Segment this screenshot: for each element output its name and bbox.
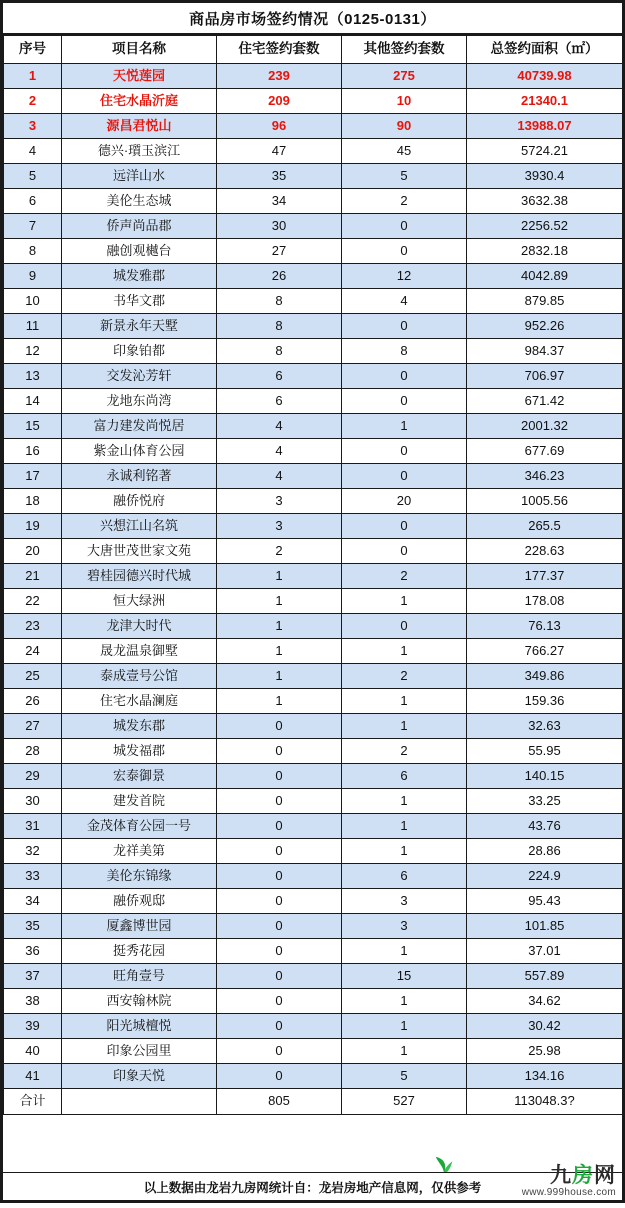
table-row (4, 589, 623, 614)
cell-residential-count: 0 (217, 914, 342, 939)
cell-residential-count: 1 (217, 689, 342, 714)
cell-index: 26 (4, 689, 62, 714)
table-header-row (4, 36, 623, 64)
cell-project-name: 宏泰御景 (62, 764, 217, 789)
cell-residential-count: 0 (217, 939, 342, 964)
table-row (4, 389, 623, 414)
cell-project-name: 厦鑫博世园 (62, 914, 217, 939)
table-row (4, 614, 623, 639)
cell-project-name: 印象公园里 (62, 1039, 217, 1064)
cell-total-area: 33.25 (467, 789, 623, 814)
cell-other-count: 2 (342, 739, 467, 764)
table-row (4, 289, 623, 314)
cell-project-name: 住宅水晶沂庭 (62, 89, 217, 114)
table-row (4, 339, 623, 364)
table-row (4, 939, 623, 964)
cell-residential-count: 3 (217, 489, 342, 514)
table-row (4, 414, 623, 439)
cell-total-area: 984.37 (467, 339, 623, 364)
cell-index: 3 (4, 114, 62, 139)
contract-table (3, 35, 622, 1115)
cell-project-name: 天悦莲园 (62, 64, 217, 89)
cell-index: 41 (4, 1064, 62, 1089)
page-title: 商品房市场签约情况（0125-0131） (189, 10, 436, 28)
cell-residential-count: 30 (217, 214, 342, 239)
cell-other-count: 3 (342, 889, 467, 914)
cell-residential-count: 34 (217, 189, 342, 214)
cell-residential-count: 1 (217, 614, 342, 639)
cell-index: 4 (4, 139, 62, 164)
cell-other-count: 90 (342, 114, 467, 139)
cell-residential-count: 209 (217, 89, 342, 114)
table-body (4, 64, 623, 1115)
column-header-index: 序号 (4, 36, 62, 64)
cell-total-area: 32.63 (467, 714, 623, 739)
cell-project-name: 恒大绿洲 (62, 589, 217, 614)
table-row (4, 664, 623, 689)
cell-index: 36 (4, 939, 62, 964)
cell-total-area: 224.9 (467, 864, 623, 889)
cell-index: 17 (4, 464, 62, 489)
cell-index: 7 (4, 214, 62, 239)
cell-index: 16 (4, 439, 62, 464)
cell-residential-count: 0 (217, 889, 342, 914)
cell-other-count: 4 (342, 289, 467, 314)
cell-project-name: 融创观樾台 (62, 239, 217, 264)
cell-index: 32 (4, 839, 62, 864)
cell-other-count: 15 (342, 964, 467, 989)
column-header-other: 其他签约套数 (342, 36, 467, 64)
cell-index: 33 (4, 864, 62, 889)
cell-project-name: 德兴·瓆玉滨江 (62, 139, 217, 164)
cell-index: 13 (4, 364, 62, 389)
cell-total-area: 55.95 (467, 739, 623, 764)
cell-project-name: 龙地东尚湾 (62, 389, 217, 414)
table-row (4, 114, 623, 139)
cell-project-name: 大唐世茂世家文苑 (62, 539, 217, 564)
cell-other-count: 45 (342, 139, 467, 164)
cell-project-name: 永诚利铭著 (62, 464, 217, 489)
cell-other-count: 0 (342, 214, 467, 239)
table-row (4, 764, 623, 789)
table-row (4, 689, 623, 714)
cell-total-area: 140.15 (467, 764, 623, 789)
cell-index: 30 (4, 789, 62, 814)
cell-total-area: 25.98 (467, 1039, 623, 1064)
cell-total-area: 28.86 (467, 839, 623, 864)
cell-residential-count: 6 (217, 364, 342, 389)
cell-residential-count: 4 (217, 464, 342, 489)
cell-index: 24 (4, 639, 62, 664)
cell-index: 35 (4, 914, 62, 939)
cell-index: 34 (4, 889, 62, 914)
cell-total-label: 合计 (4, 1089, 62, 1115)
cell-index: 19 (4, 514, 62, 539)
cell-total-area: 101.85 (467, 914, 623, 939)
cell-total-area: 2832.18 (467, 239, 623, 264)
cell-total-area: 1005.56 (467, 489, 623, 514)
cell-residential-count: 8 (217, 314, 342, 339)
cell-index: 15 (4, 414, 62, 439)
cell-residential-count: 1 (217, 564, 342, 589)
cell-total-area: 40739.98 (467, 64, 623, 89)
cell-residential-count: 96 (217, 114, 342, 139)
cell-index: 2 (4, 89, 62, 114)
cell-other-count: 1 (342, 639, 467, 664)
cell-total-area: 3930.4 (467, 164, 623, 189)
table-row (4, 889, 623, 914)
cell-total-area: 265.5 (467, 514, 623, 539)
cell-project-name: 建发首院 (62, 789, 217, 814)
cell-other-count: 0 (342, 389, 467, 414)
cell-total-area: 159.36 (467, 689, 623, 714)
cell-other-count: 6 (342, 864, 467, 889)
cell-project-name: 融侨悦府 (62, 489, 217, 514)
cell-total-area-sum: 113048.3? (467, 1089, 623, 1115)
cell-project-name: 碧桂园德兴时代城 (62, 564, 217, 589)
cell-project-name: 印象天悦 (62, 1064, 217, 1089)
table-row (4, 489, 623, 514)
cell-other-count: 12 (342, 264, 467, 289)
footer-bar (3, 1172, 622, 1200)
table-row (4, 814, 623, 839)
column-header-residential: 住宅签约套数 (217, 36, 342, 64)
cell-total-area: 34.62 (467, 989, 623, 1014)
table-row (4, 1064, 623, 1089)
cell-other-count: 2 (342, 189, 467, 214)
cell-other-count: 0 (342, 439, 467, 464)
cell-total-other: 527 (342, 1089, 467, 1115)
cell-index: 28 (4, 739, 62, 764)
table-row (4, 514, 623, 539)
table-row (4, 214, 623, 239)
cell-other-count: 0 (342, 239, 467, 264)
cell-index: 1 (4, 64, 62, 89)
cell-index: 29 (4, 764, 62, 789)
cell-index: 22 (4, 589, 62, 614)
table-total-row (4, 1089, 623, 1115)
cell-index: 10 (4, 289, 62, 314)
cell-total-residential: 805 (217, 1089, 342, 1115)
cell-total-area: 677.69 (467, 439, 623, 464)
cell-index: 9 (4, 264, 62, 289)
table-row (4, 364, 623, 389)
cell-index: 39 (4, 1014, 62, 1039)
cell-residential-count: 0 (217, 814, 342, 839)
cell-residential-count: 3 (217, 514, 342, 539)
cell-other-count: 1 (342, 1014, 467, 1039)
cell-total-area: 4042.89 (467, 264, 623, 289)
cell-total-area: 21340.1 (467, 89, 623, 114)
cell-residential-count: 27 (217, 239, 342, 264)
cell-other-count: 6 (342, 764, 467, 789)
cell-other-count: 0 (342, 514, 467, 539)
cell-residential-count: 0 (217, 989, 342, 1014)
table-row (4, 64, 623, 89)
cell-residential-count: 4 (217, 439, 342, 464)
cell-project-name: 富力建发尚悦居 (62, 414, 217, 439)
table-row (4, 564, 623, 589)
cell-project-name: 美伦东锦缘 (62, 864, 217, 889)
table-row (4, 789, 623, 814)
cell-residential-count: 0 (217, 789, 342, 814)
cell-other-count: 0 (342, 614, 467, 639)
cell-total-area: 76.13 (467, 614, 623, 639)
cell-total-area: 557.89 (467, 964, 623, 989)
cell-project-name: 龙祥美第 (62, 839, 217, 864)
cell-index: 11 (4, 314, 62, 339)
table-row (4, 1014, 623, 1039)
cell-total-area: 2256.52 (467, 214, 623, 239)
cell-other-count: 1 (342, 839, 467, 864)
cell-index: 25 (4, 664, 62, 689)
cell-total-area: 766.27 (467, 639, 623, 664)
cell-project-name: 新景永年天墅 (62, 314, 217, 339)
cell-project-name: 西安翰林院 (62, 989, 217, 1014)
cell-residential-count: 0 (217, 1064, 342, 1089)
watermark-brand-char-2: 房 (572, 1164, 594, 1187)
table-row (4, 189, 623, 214)
cell-project-name: 融侨观邸 (62, 889, 217, 914)
cell-total-area: 346.23 (467, 464, 623, 489)
cell-residential-count: 2 (217, 539, 342, 564)
footer-note: 以上数据由龙岩九房网统计自：龙岩房地产信息网，仅供参考 (143, 1180, 482, 1195)
cell-other-count: 275 (342, 64, 467, 89)
watermark-url: www.999house.com (521, 1187, 616, 1198)
cell-other-count: 3 (342, 914, 467, 939)
table-row (4, 164, 623, 189)
cell-total-area: 95.43 (467, 889, 623, 914)
cell-other-count: 5 (342, 164, 467, 189)
cell-residential-count: 8 (217, 289, 342, 314)
table-row (4, 439, 623, 464)
cell-residential-count: 1 (217, 664, 342, 689)
table-row (4, 914, 623, 939)
cell-index: 18 (4, 489, 62, 514)
table-row (4, 239, 623, 264)
cell-total-name (62, 1089, 217, 1115)
cell-project-name: 阳光城檀悦 (62, 1014, 217, 1039)
table-row (4, 639, 623, 664)
cell-total-area: 952.26 (467, 314, 623, 339)
cell-total-area: 349.86 (467, 664, 623, 689)
cell-other-count: 2 (342, 664, 467, 689)
cell-total-area: 879.85 (467, 289, 623, 314)
cell-total-area: 13988.07 (467, 114, 623, 139)
cell-project-name: 挺秀花园 (62, 939, 217, 964)
cell-project-name: 印象铂都 (62, 339, 217, 364)
cell-residential-count: 26 (217, 264, 342, 289)
cell-residential-count: 35 (217, 164, 342, 189)
cell-other-count: 1 (342, 814, 467, 839)
cell-project-name: 侨声尚品郡 (62, 214, 217, 239)
cell-residential-count: 0 (217, 1014, 342, 1039)
column-header-area (467, 36, 623, 64)
cell-residential-count: 0 (217, 1039, 342, 1064)
cell-total-area: 228.63 (467, 539, 623, 564)
cell-other-count: 1 (342, 689, 467, 714)
table-row (4, 989, 623, 1014)
cell-other-count: 0 (342, 464, 467, 489)
cell-other-count: 1 (342, 714, 467, 739)
cell-other-count: 2 (342, 564, 467, 589)
cell-total-area: 706.97 (467, 364, 623, 389)
table-row (4, 464, 623, 489)
cell-other-count: 0 (342, 539, 467, 564)
cell-residential-count: 0 (217, 864, 342, 889)
cell-other-count: 20 (342, 489, 467, 514)
cell-residential-count: 0 (217, 739, 342, 764)
table-row (4, 314, 623, 339)
cell-index: 14 (4, 389, 62, 414)
cell-index: 31 (4, 814, 62, 839)
cell-other-count: 1 (342, 589, 467, 614)
table-row (4, 864, 623, 889)
cell-project-name: 兴想江山名筑 (62, 514, 217, 539)
cell-project-name: 住宅水晶澜庭 (62, 689, 217, 714)
table-row (4, 714, 623, 739)
cell-index: 8 (4, 239, 62, 264)
cell-residential-count: 1 (217, 639, 342, 664)
cell-project-name: 源昌君悦山 (62, 114, 217, 139)
column-header-area-text: 总签约面积（㎡） (490, 41, 599, 57)
cell-total-area: 3632.38 (467, 189, 623, 214)
cell-project-name: 城发福郡 (62, 739, 217, 764)
cell-index: 38 (4, 989, 62, 1014)
watermark-brand-char-1: 九 (550, 1164, 572, 1187)
cell-total-area: 30.42 (467, 1014, 623, 1039)
cell-other-count: 5 (342, 1064, 467, 1089)
cell-project-name: 书华文郡 (62, 289, 217, 314)
table-row (4, 539, 623, 564)
cell-residential-count: 8 (217, 339, 342, 364)
cell-project-name: 美伦生态城 (62, 189, 217, 214)
cell-index: 27 (4, 714, 62, 739)
cell-residential-count: 0 (217, 764, 342, 789)
table-row (4, 839, 623, 864)
cell-project-name: 旺角壹号 (62, 964, 217, 989)
cell-other-count: 8 (342, 339, 467, 364)
cell-total-area: 43.76 (467, 814, 623, 839)
table-row (4, 964, 623, 989)
cell-residential-count: 0 (217, 714, 342, 739)
cell-index: 23 (4, 614, 62, 639)
cell-total-area: 134.16 (467, 1064, 623, 1089)
table-scroll-area (3, 35, 622, 1208)
cell-index: 6 (4, 189, 62, 214)
cell-project-name: 远洋山水 (62, 164, 217, 189)
cell-residential-count: 1 (217, 589, 342, 614)
cell-index: 20 (4, 539, 62, 564)
cell-index: 12 (4, 339, 62, 364)
cell-other-count: 1 (342, 1039, 467, 1064)
cell-index: 40 (4, 1039, 62, 1064)
cell-residential-count: 0 (217, 964, 342, 989)
table-row (4, 1039, 623, 1064)
watermark-brand-char-3: 网 (594, 1164, 616, 1187)
cell-residential-count: 6 (217, 389, 342, 414)
cell-other-count: 0 (342, 364, 467, 389)
cell-other-count: 1 (342, 989, 467, 1014)
cell-total-area: 671.42 (467, 389, 623, 414)
cell-residential-count: 4 (217, 414, 342, 439)
page-title-bar (3, 3, 622, 35)
cell-other-count: 0 (342, 314, 467, 339)
cell-other-count: 1 (342, 789, 467, 814)
cell-total-area: 178.08 (467, 589, 623, 614)
cell-project-name: 金茂体育公园一号 (62, 814, 217, 839)
cell-other-count: 10 (342, 89, 467, 114)
cell-total-area: 5724.21 (467, 139, 623, 164)
cell-project-name: 交发沁芳轩 (62, 364, 217, 389)
cell-project-name: 城发东郡 (62, 714, 217, 739)
cell-project-name: 紫金山体育公园 (62, 439, 217, 464)
cell-project-name: 龙津大时代 (62, 614, 217, 639)
table-row (4, 89, 623, 114)
column-header-project: 项目名称 (62, 36, 217, 64)
cell-project-name: 城发雅郡 (62, 264, 217, 289)
cell-index: 5 (4, 164, 62, 189)
cell-total-area: 37.01 (467, 939, 623, 964)
cell-other-count: 1 (342, 414, 467, 439)
cell-index: 37 (4, 964, 62, 989)
cell-other-count: 1 (342, 939, 467, 964)
table-row (4, 139, 623, 164)
cell-residential-count: 239 (217, 64, 342, 89)
cell-project-name: 晟龙温泉御墅 (62, 639, 217, 664)
cell-project-name: 泰成壹号公馆 (62, 664, 217, 689)
cell-residential-count: 0 (217, 839, 342, 864)
table-row (4, 739, 623, 764)
cell-total-area: 2001.32 (467, 414, 623, 439)
table-row (4, 264, 623, 289)
cell-residential-count: 47 (217, 139, 342, 164)
cell-total-area: 177.37 (467, 564, 623, 589)
cell-index: 21 (4, 564, 62, 589)
